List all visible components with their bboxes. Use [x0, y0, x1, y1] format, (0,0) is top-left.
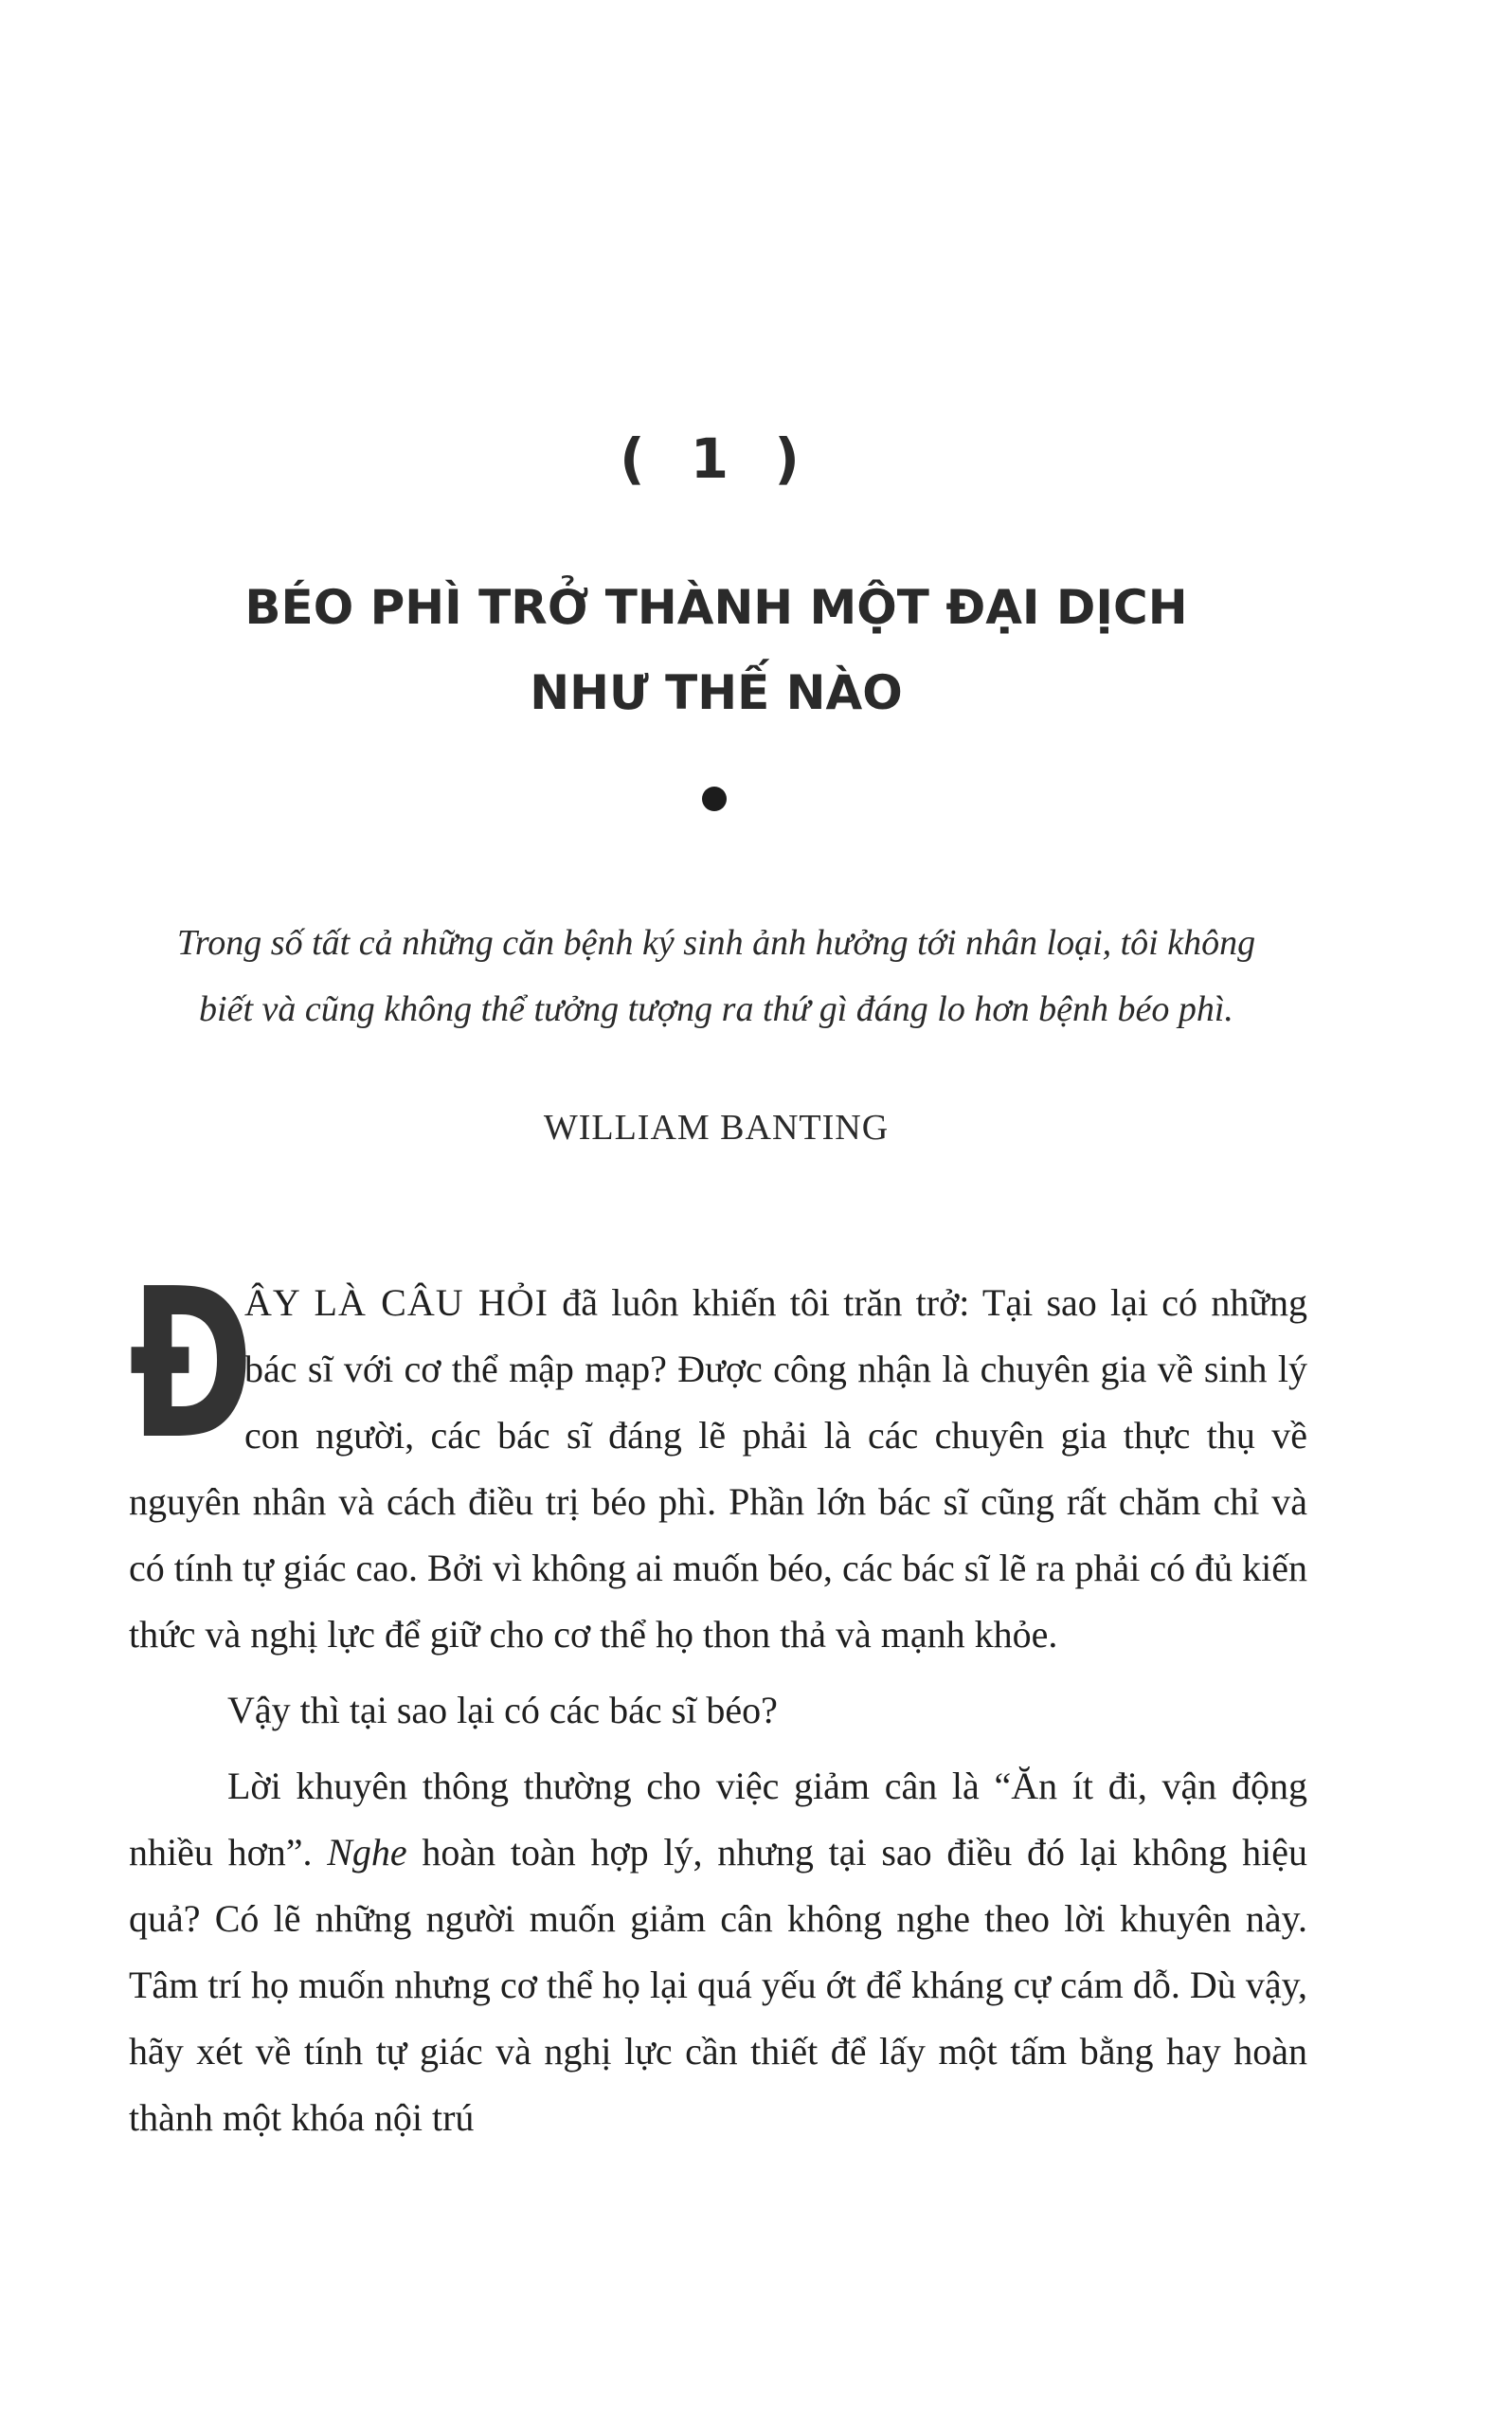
paragraph-2: Vậy thì tại sao lại có các bác sĩ béo? [227, 1689, 778, 1731]
paragraph-3-emphasis: Nghe [327, 1831, 407, 1874]
paragraph-1 [129, 1245, 1307, 1668]
paragraph-1-text: đã luôn khiến tôi trăn trở: Tại sao lại có những bác sĩ với cơ thể mập mạp? Được công nhận là chuyên gia về sinh lý con người, các bác sĩ đáng lẽ phải là các chuyên gia thực thụ về nguyên nhân và cách điều trị béo phì. Phần lớn bác sĩ cũng rất chăm chỉ và có tính tự giác cao. Bởi vì không ai muốn béo, các bác sĩ lẽ ra phải có đủ kiến thức và nghị lực để giữ cho cơ thể họ thon thả và mạnh khỏe. [129, 1281, 1307, 1656]
paragraph-3 [129, 1753, 1307, 2151]
section-bullet-ornament [702, 787, 727, 811]
drop-cap: Đ [129, 1245, 254, 1485]
paragraph-3-text-b: hoàn toàn hợp lý, nhưng tại sao điều đó lại không hiệu quả? Có lẽ những người muốn giảm cân không nghe theo lời khuyên này. Tâm trí họ muốn nhưng cơ thể họ lại quá yếu ớt để kháng cự cám dỗ. Dù vậy, hãy xét về tính tự giác và nghị lực cần thiết để lấy một tấm bằng hay hoàn thành một khóa nội trú [129, 1831, 1307, 2139]
body-text [129, 1245, 1307, 2151]
chapter-number: ( 1 ) [620, 426, 813, 491]
chapter-title-line-1: BÉO PHÌ TRỞ THÀNH MỘT ĐẠI DỊCH [244, 580, 1188, 635]
epigraph-quote: Trong số tất cả những căn bệnh ký sinh ảnh hưởng tới nhân loại, tôi không biết và cũng không thể tưởng tượng ra thứ gì đáng lo hơn bệnh béo phì. [176, 923, 1256, 1029]
chapter-title-line-2: NHƯ THẾ NÀO [530, 665, 903, 720]
epigraph-author: WILLIAM BANTING [543, 1108, 890, 1148]
paragraph-3-text-a: Lời khuyên thông thường cho việc giảm cân là “Ăn ít đi, vận động nhiều hơn”. [129, 1765, 1307, 1874]
chapter-title [0, 565, 1432, 735]
paragraph-1-lead: ÂY LÀ CÂU HỎI [244, 1281, 549, 1324]
